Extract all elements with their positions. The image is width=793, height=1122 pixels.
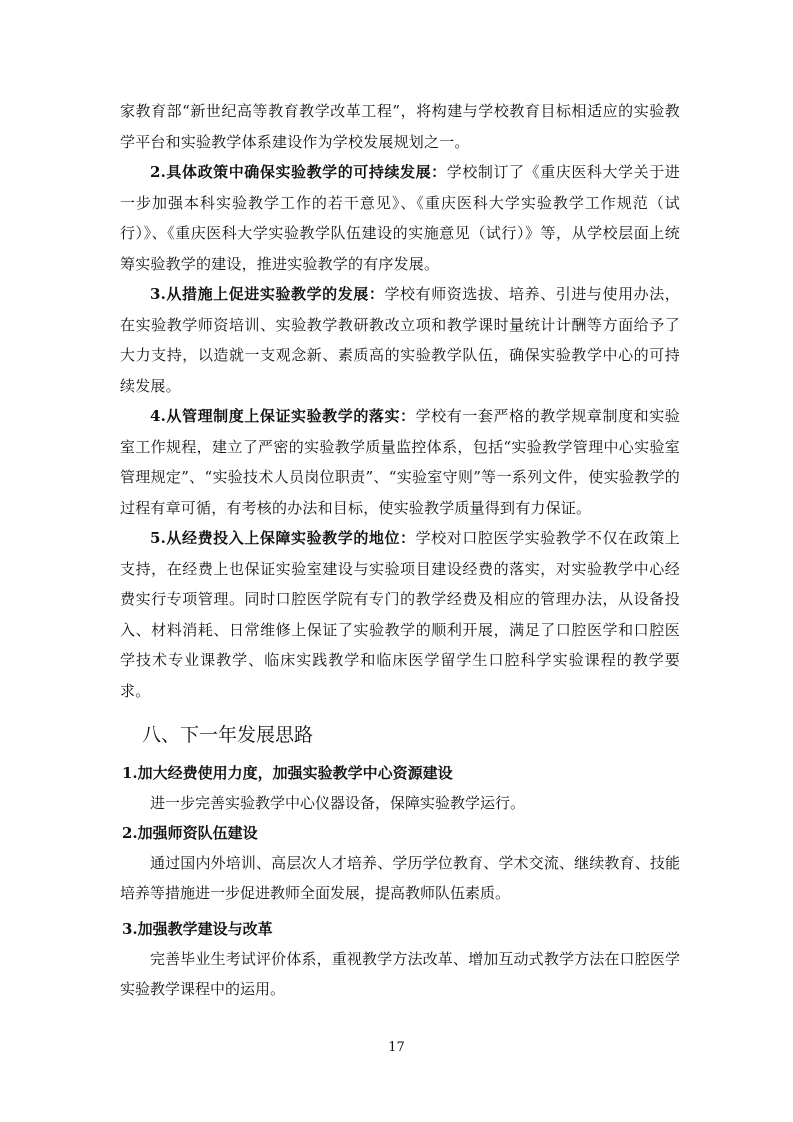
document-body <box>120 96 680 1004</box>
policy-item-3-text: 学校有师资选拔、培养、引进与使用办法，在实验教学师资培训、实验教学教研教改立项和教学课时量统计计酬等方面给予了大力支持，以造就一支观念新、素质高的实验教学队伍，确保实验教学中心的可持续发展。 <box>120 285 680 395</box>
policy-item-4 <box>120 401 680 523</box>
page-number: 17 <box>388 1040 405 1055</box>
policy-item-2-text: 学校制订了《重庆医科大学关于进一步加强本科实验教学工作的若干意见》、《重庆医科大学实验教学工作规范（试行）》、《重庆医科大学实验教学队伍建设的实施意见（试行）》等，从学校层面上统筹实验教学的建设，推进实验教学的有序发展。 <box>120 163 680 273</box>
plan-1-heading: 1.加大经费使用力度，加强实验教学中心资源建设 <box>122 764 453 782</box>
policy-item-3-heading: 3.从措施上促进实验教学的发展： <box>150 285 385 303</box>
plan-2-heading: 2.加强师资队伍建设 <box>122 824 258 842</box>
policy-item-5-heading: 5.从经费投入上保障实验教学的地位： <box>150 529 416 547</box>
plan-3-heading: 3.加强教学建设与改革 <box>122 920 273 938</box>
policy-item-3 <box>120 279 680 401</box>
policy-item-2-heading: 2.具体政策中确保实验教学的可持续发展： <box>150 163 447 181</box>
section-title: 八、下一年发展思路 <box>142 724 314 746</box>
plan-3-text: 完善毕业生考试评价体系，重视教学方法改革、增加互动式教学方法在口腔医学实验教学课程中的运用。 <box>120 950 680 998</box>
plan-1-text: 进一步完善实验教学中心仪器设备，保障实验教学运行。 <box>150 794 526 812</box>
policy-item-4-text: 学校有一套严格的教学规章制度和实验室工作规程，建立了严密的实验教学质量监控体系，包括“实验教学管理中心实验室管理规定”、“实验技术人员岗位职责”、“实验室守则”等一系列文件，使实验教学的过程有章可循，有考核的办法和目标，使实验教学质量得到有力保证。 <box>120 407 681 517</box>
policy-item-4-heading: 4.从管理制度上保证实验教学的落实： <box>150 407 416 425</box>
plan-2-text: 通过国内外培训、高层次人才培养、学历学位教育、学术交流、继续教育、技能培养等措施进一步促进教师全面发展，提高教师队伍素质。 <box>120 854 680 902</box>
policy-item-2 <box>120 157 680 279</box>
intro-paragraph: 家教育部“新世纪高等教育教学改革工程”，将构建与学校教育目标相适应的实验教学平台和实验教学体系建设作为学校发展规划之一。 <box>120 102 680 151</box>
policy-item-5 <box>120 523 680 706</box>
policy-item-5-text: 学校对口腔医学实验教学不仅在政策上支持，在经费上也保证实验室建设与实验项目建设经费的落实，对实验教学中心经费实行专项管理。同时口腔医学院有专门的教学经费及相应的管理办法，从设备投入、材料消耗、日常维修上保证了实验教学的顺利开展，满足了口腔医学和口腔医学技术专业课教学、临床实践教学和临床医学留学生口腔科学实验课程的教学要求。 <box>120 529 681 700</box>
